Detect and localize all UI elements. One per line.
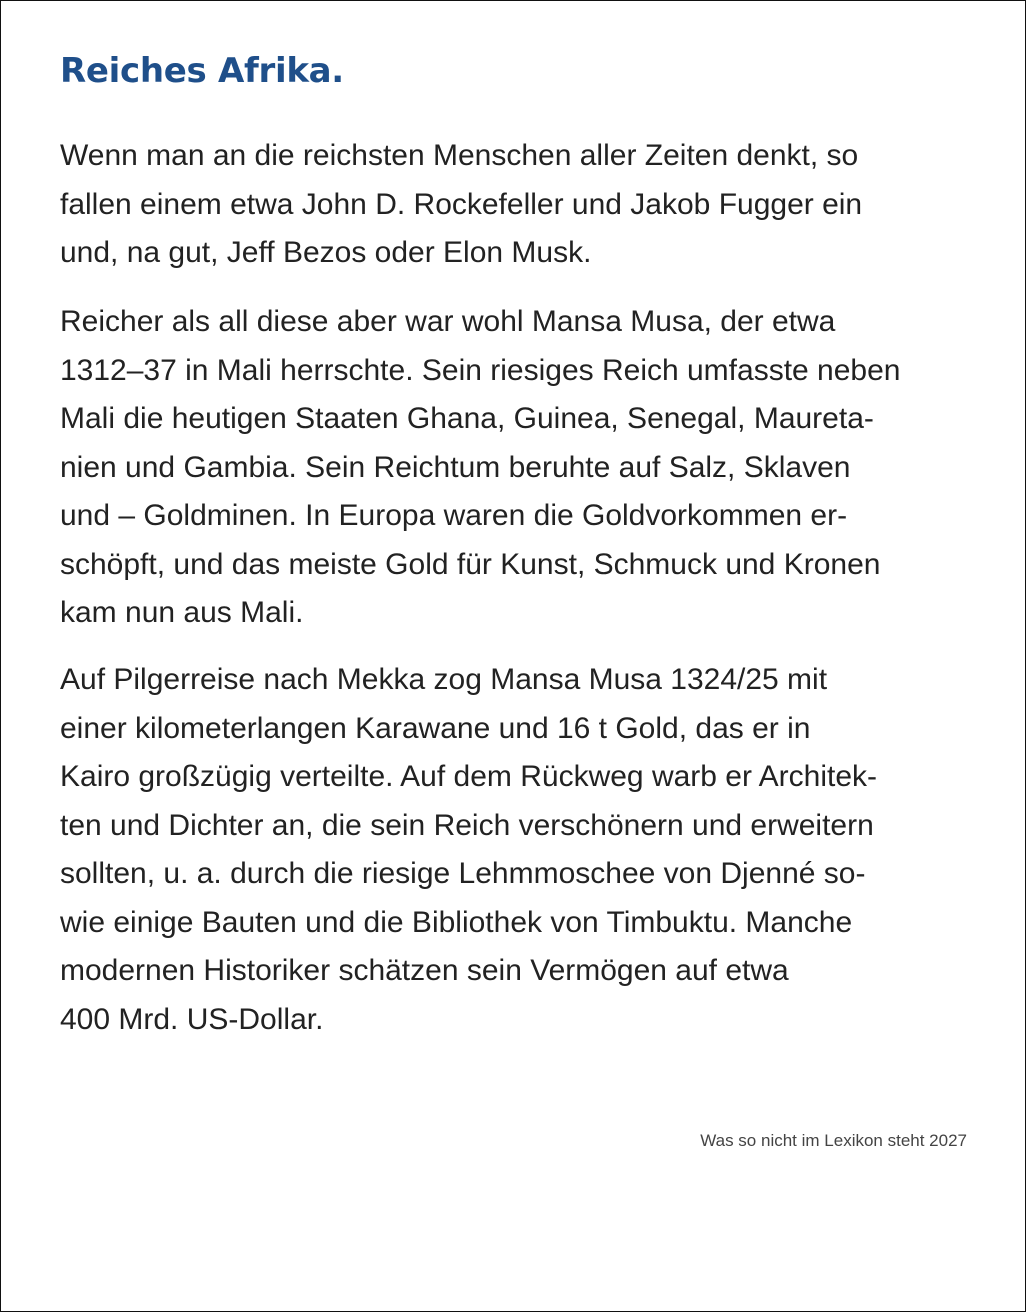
text-line: wie einige Bauten und die Bibliothek von Timbuktu. Manche [60,905,853,939]
paragraph-mansa-musa [60,298,900,638]
text-line: ten und Dichter an, die sein Reich verschönern und erweitern [60,808,874,842]
text-line: Wenn man an die reichsten Menschen aller Zeiten denkt, so [60,139,859,172]
text-line: und – Goldminen. In Europa waren die Goldvorkommen er- [60,499,848,532]
page-title: Reiches Afrika. [60,51,344,91]
text-line: Mali die heutigen Staaten Ghana, Guinea, Senegal, Maureta- [60,402,874,435]
text-line: fallen einem etwa John D. Rockefeller und Jakob Fugger ein [60,187,863,221]
text-line: einer kilometerlangen Karawane und 16 t Gold, das er in [60,711,811,745]
text-line: modernen Historiker schätzen sein Vermögen auf etwa [60,954,789,987]
text-line: kam nun aus Mali. [60,596,304,629]
text-line: sollten, u. a. durch die riesige Lehmmoschee von Djenné so- [60,857,866,890]
text-line: 400 Mrd. US-Dollar. [60,1002,324,1036]
text-line: Auf Pilgerreise nach Mekka zog Mansa Musa 1324/25 mit [60,663,828,696]
text-line: schöpft, und das meiste Gold für Kunst, Schmuck und Kronen [60,547,881,581]
text-line: und, na gut, Jeff Bezos oder Elon Musk. [60,236,592,269]
text-line: nien und Gambia. Sein Reichtum beruhte auf Salz, Sklaven [60,450,851,484]
text-line: 1312–37 in Mali herrschte. Sein riesiges Reich umfasste neben [60,353,901,387]
footer-source: Was so nicht im Lexikon steht 2027 [700,1131,967,1150]
paragraph-pilgrimage [60,656,877,1044]
text-line: Reicher als all diese aber war wohl Mansa Musa, der etwa [60,305,836,338]
paragraph-intro [60,132,862,278]
text-line: Kairo großzügig verteilte. Auf dem Rückweg warb er Architek- [60,760,878,793]
